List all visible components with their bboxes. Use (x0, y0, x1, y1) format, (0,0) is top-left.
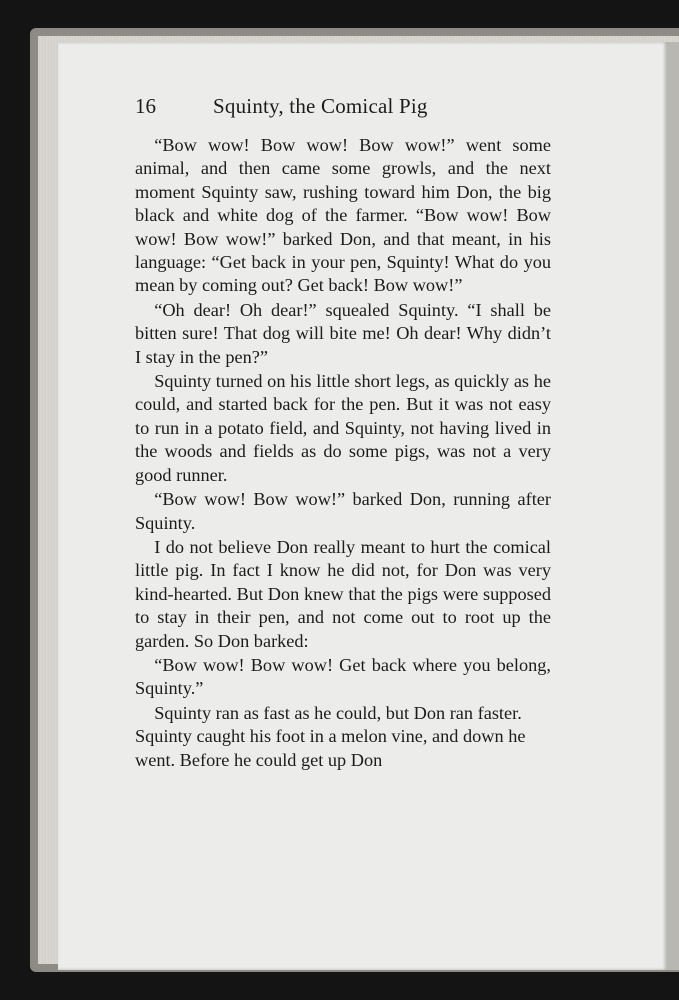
body-text (135, 134, 551, 772)
page-number: 16 (135, 94, 156, 118)
paragraph: Squinty turned on his little short legs, as quickly as he could, and started back for the pen. But it was not easy to run in a potato field, and Squinty, not having lived in the woods and fields as do some pigs, was not a very good runner. (135, 371, 551, 485)
paragraph: “Oh dear! Oh dear!” squealed Squinty. “I shall be bitten sure! That dog will bite me! Oh dear! Why didn’t I stay in the pen?” (135, 299, 551, 367)
page-header (135, 94, 547, 124)
running-title: Squinty, the Comical Pig (213, 94, 428, 118)
paragraph: “Bow wow! Bow wow!” barked Don, running after Squinty. (135, 489, 551, 533)
paragraph: “Bow wow! Bow wow! Get back where you belong, Squinty.” (135, 654, 551, 699)
paragraph: “Bow wow! Bow wow! Bow wow!” went some animal, and then came some growls, and the next moment Squinty saw, rushing toward him Don, the big black and white dog of the farmer. “Bow wow! Bow wow! Bow wow!” barked Don, and that meant, in his language: “Get back in your pen, Squinty! What do you mean by coming out? Get back! Bow wow!” (135, 135, 551, 296)
paragraph: I do not believe Don really meant to hurt the comical little pig. In fact I know he did not, for Don was very kind-hearted. But Don knew that the pigs were supposed to stay in their pen, and not come out to root up the garden. So Don barked: (135, 536, 551, 651)
paragraph: Squinty ran as fast as he could, but Don ran faster. Squinty caught his foot in a melon vine, and down he went. Before he could get up Don (135, 702, 526, 770)
